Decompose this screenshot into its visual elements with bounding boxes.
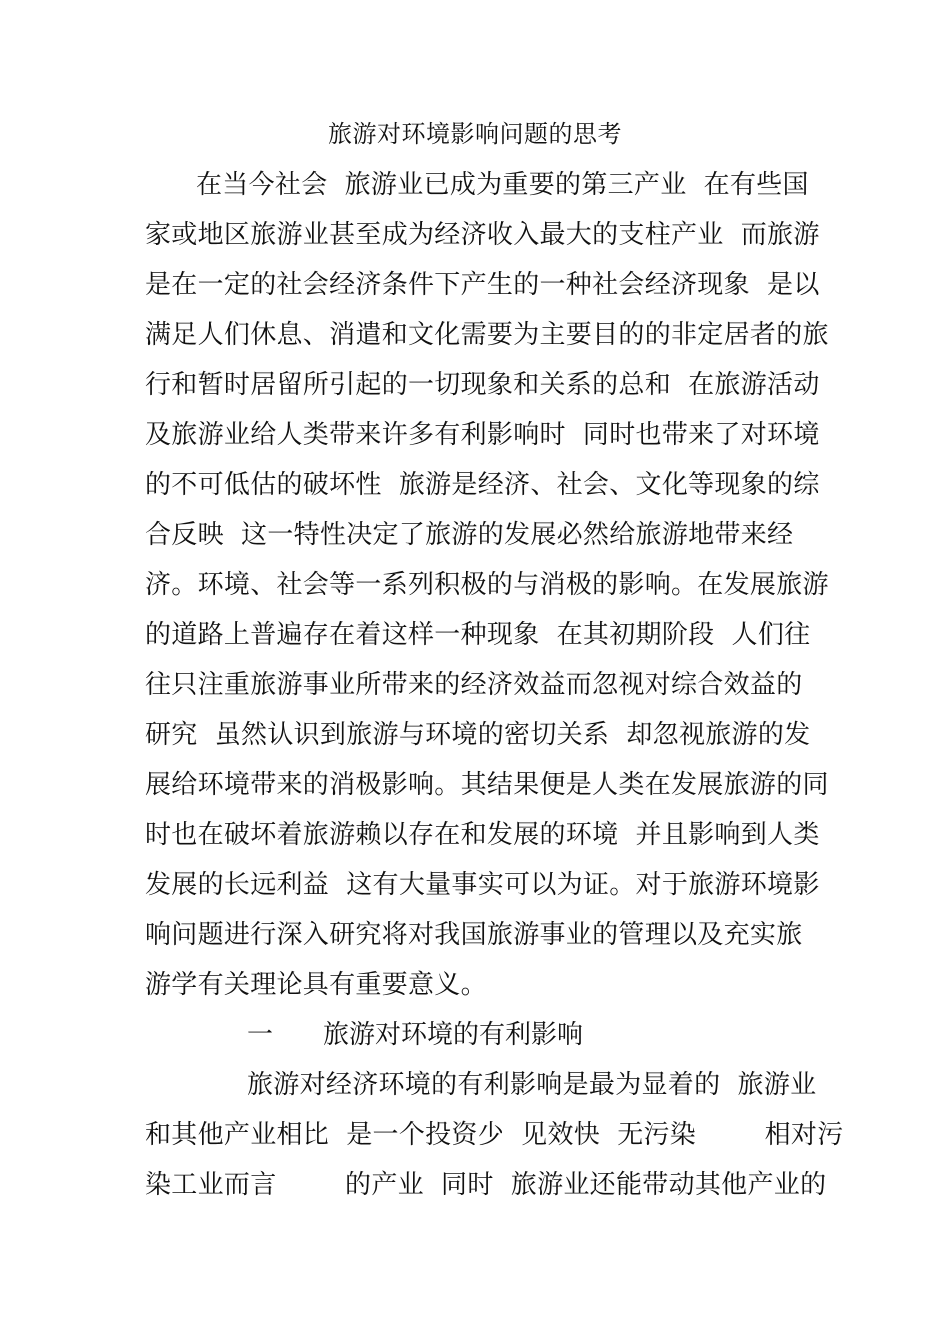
paragraph-line: 在当今社会 旅游业已成为重要的第三产业 在有些国 (196, 170, 809, 200)
paragraph-line: 行和暂时居留所引起的一切现象和关系的总和 在旅游活动 (145, 370, 820, 400)
paragraph-line: 响问题进行深入研究将对我国旅游事业的管理以及充实旅 (145, 920, 803, 950)
section-heading: 旅游对环境的有利影响 (323, 1020, 584, 1050)
paragraph-line: 展给环境带来的消极影响。其结果便是人类在发展旅游的同 (145, 770, 829, 800)
paragraph-line: 发展的长远利益 这有大量事实可以为证。对于旅游环境影 (145, 870, 820, 900)
paragraph-line: 染工业而言 的产业 同时 旅游业还能带动其他产业的 (145, 1170, 827, 1200)
paragraph-line: 的不可低估的破坏性 旅游是经济、社会、文化等现象的综 (145, 470, 820, 500)
paragraph-line: 及旅游业给人类带来许多有利影响时 同时也带来了对环境 (145, 420, 820, 450)
paragraph-line: 的道路上普遍存在着这样一种现象 在其初期阶段 人们往 (145, 620, 811, 650)
paragraph-line: 合反映 这一特性决定了旅游的发展必然给旅游地带来经 (145, 520, 794, 550)
paragraph-line: 是在一定的社会经济条件下产生的一种社会经济现象 是以 (145, 270, 820, 300)
paragraph-line: 研究 虽然认识到旅游与环境的密切关系 却忽视旅游的发 (145, 720, 811, 750)
paragraph-line: 旅游对经济环境的有利影响是最为显着的 旅游业 (247, 1070, 817, 1100)
paragraph-line: 家或地区旅游业甚至成为经济收入最大的支柱产业 而旅游 (145, 220, 820, 250)
paragraph-line: 游学有关理论具有重要意义。 (145, 970, 487, 1000)
paragraph-line: 时也在破坏着旅游赖以存在和发展的环境 并且影响到人类 (145, 820, 820, 850)
paragraph-line: 济。环境、社会等一系列积极的与消极的影响。在发展旅游 (145, 570, 829, 600)
section-number: 一 (247, 1020, 274, 1050)
paragraph-line: 满足人们休息、消遣和文化需要为主要目的的非定居者的旅 (145, 320, 829, 350)
paragraph-line: 和其他产业相比 是一个投资少 见效快 无污染 相对污 (145, 1120, 844, 1150)
paragraph-line: 往只注重旅游事业所带来的经济效益而忽视对综合效益的 (145, 670, 803, 700)
document-title: 旅游对环境影响问题的思考 (328, 120, 622, 148)
